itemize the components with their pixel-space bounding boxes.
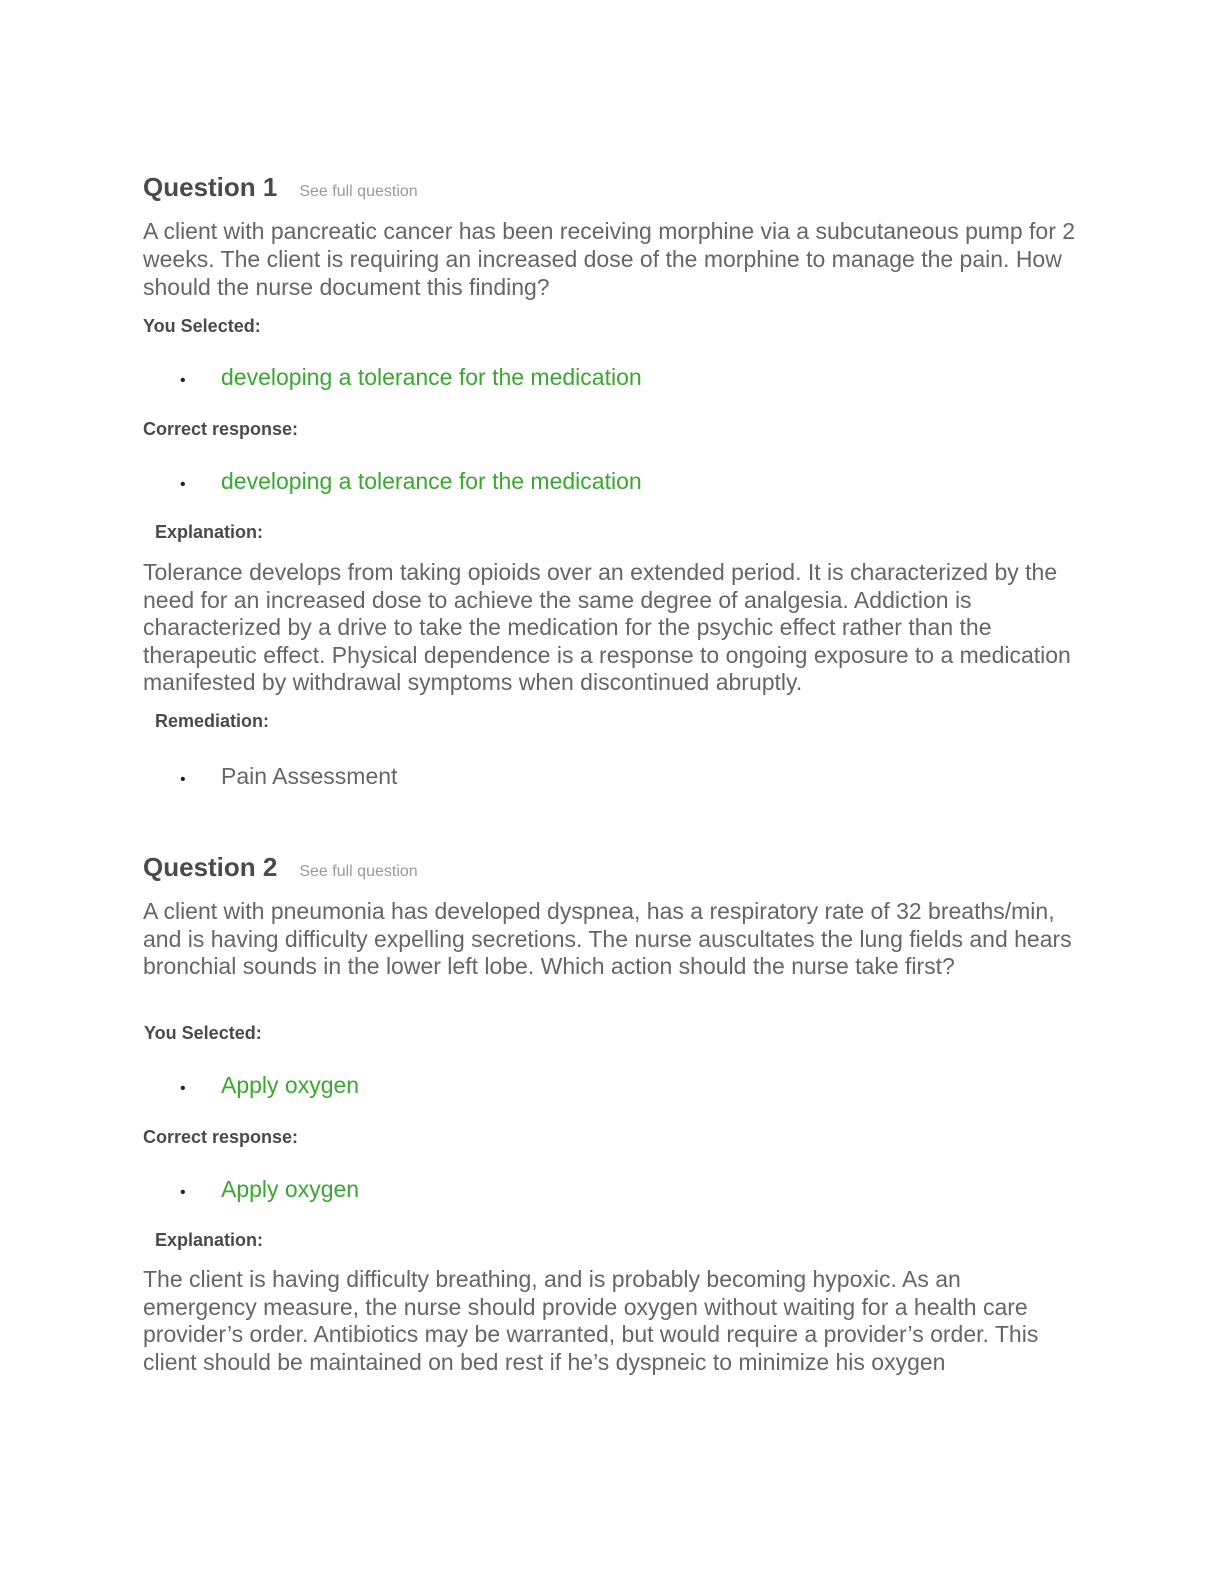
you-selected-item-2 bbox=[180, 1072, 359, 1099]
question-2-title: Question 2 bbox=[143, 852, 278, 882]
question-1-text: A client with pancreatic cancer has been receiving morphine via a subcutaneous pump for 2 weeks. The client is requiring an increased dose of the morphine to manage the pain. How should the nurse document this finding? bbox=[143, 218, 1076, 300]
you-selected-item-1 bbox=[180, 364, 642, 391]
explanation-label-1: Explanation: bbox=[155, 522, 264, 542]
correct-response-item-1 bbox=[180, 468, 642, 495]
bullet-icon: • bbox=[180, 372, 186, 389]
see-full-question-link-2[interactable]: See full question bbox=[299, 863, 418, 880]
see-full-question-link-1[interactable]: See full question bbox=[299, 183, 418, 200]
question-1-header bbox=[143, 172, 418, 203]
remediation-link-1[interactable]: Pain Assessment bbox=[221, 763, 398, 789]
you-selected-label-2: You Selected: bbox=[144, 1023, 262, 1043]
correct-response-answer-1: developing a tolerance for the medication bbox=[221, 468, 642, 494]
question-2-header bbox=[143, 852, 418, 883]
question-1-title: Question 1 bbox=[143, 172, 278, 202]
remediation-label-1: Remediation: bbox=[155, 711, 270, 731]
remediation-item-1 bbox=[180, 763, 397, 790]
question-2-text: A client with pneumonia has developed dyspnea, has a respiratory rate of 32 breaths/min, and is having difficulty expelling secretions. The nurse auscultates the lung fields and hears bronchial sounds in the lower left lobe. Which action should the nurse take first? bbox=[143, 898, 1072, 979]
correct-response-answer-2: Apply oxygen bbox=[221, 1176, 360, 1202]
bullet-icon: • bbox=[180, 771, 186, 788]
explanation-text-2: The client is having difficulty breathing, and is probably becoming hypoxic. As an emergency measure, the nurse should provide oxygen without waiting for a health care provider’s order. Antibiotics may be warranted, but would require a provider’s order. This client should be maintained on bed rest if he’s dyspneic to minimize his oxygen bbox=[143, 1266, 1039, 1375]
correct-response-item-2 bbox=[180, 1176, 359, 1203]
bullet-icon: • bbox=[180, 1184, 186, 1201]
correct-response-label-1: Correct response: bbox=[143, 419, 299, 439]
explanation-text-1: Tolerance develops from taking opioids over an extended period. It is characterized by the need for an increased dose to achieve the same degree of analgesia. Addiction is characterized by a drive to take the medication for the psychic effect rather than the therapeutic effect. Physical dependence is a response to ongoing exposure to a medication manifested by withdrawal symptoms when discontinued abruptly. bbox=[143, 559, 1071, 695]
you-selected-answer-1: developing a tolerance for the medication bbox=[221, 364, 642, 390]
bullet-icon: • bbox=[180, 476, 186, 493]
you-selected-answer-2: Apply oxygen bbox=[221, 1072, 360, 1098]
explanation-label-2: Explanation: bbox=[155, 1230, 264, 1250]
bullet-icon: • bbox=[180, 1080, 186, 1097]
correct-response-label-2: Correct response: bbox=[143, 1127, 299, 1147]
you-selected-label-1: You Selected: bbox=[143, 316, 261, 336]
